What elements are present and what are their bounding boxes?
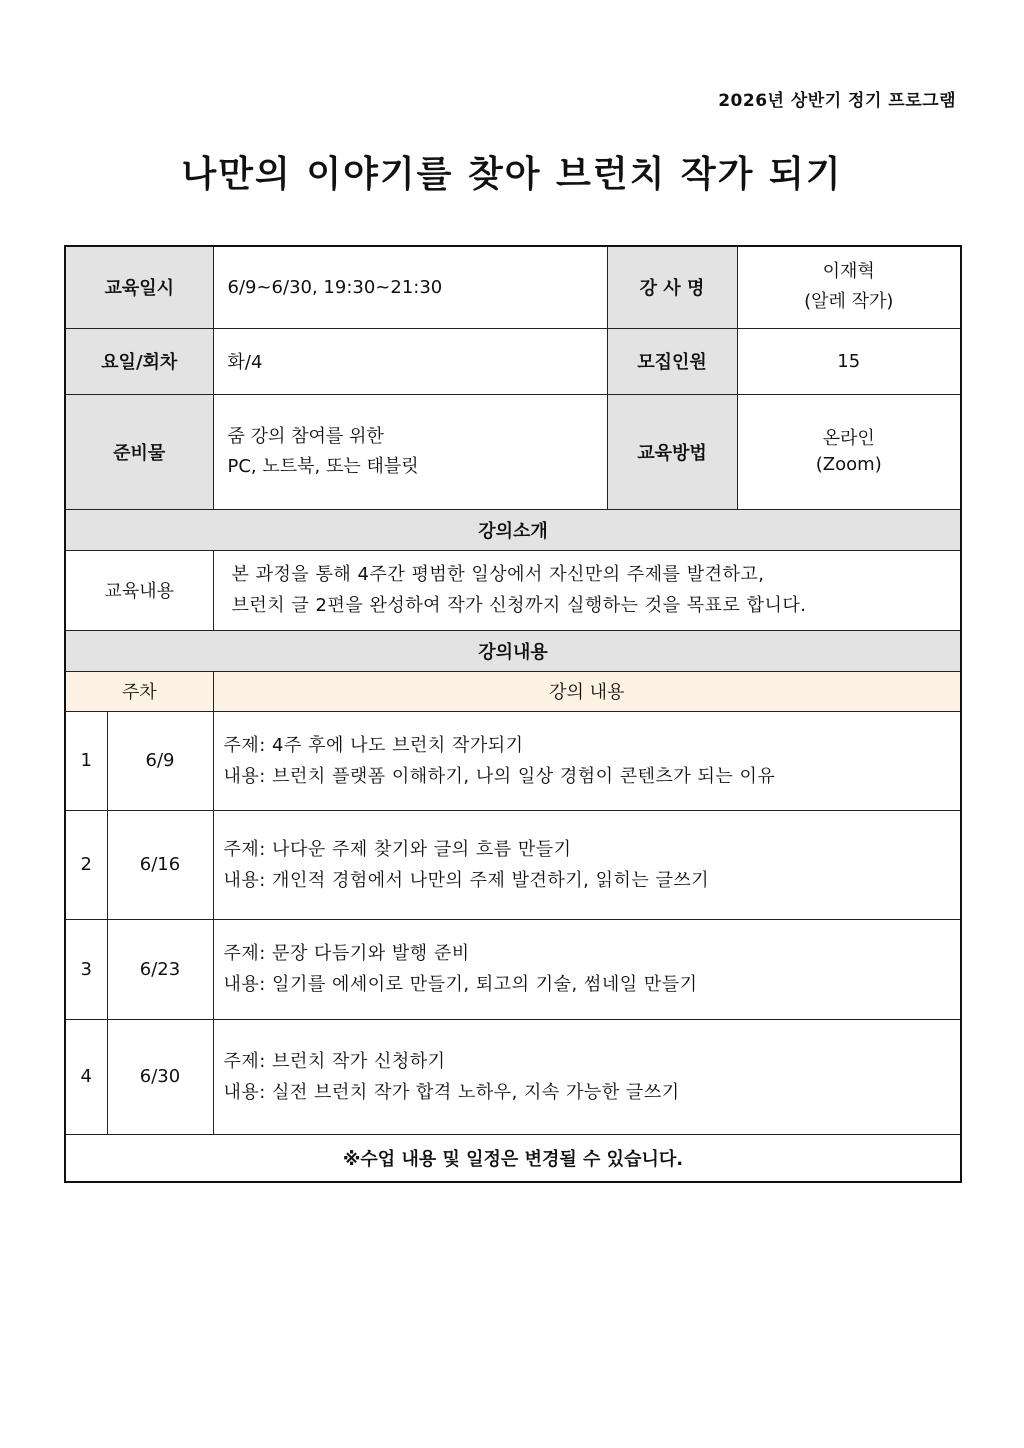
capacity-label: 모집인원 <box>607 328 737 394</box>
row-supplies <box>65 394 961 509</box>
lecture-topic: 주제: 문장 다듬기와 발행 준비 <box>223 943 470 964</box>
date-label: 교육일시 <box>65 246 213 328</box>
week-number: 3 <box>65 919 107 1019</box>
lecture-topic: 주제: 나다운 주제 찾기와 글의 흐름 만들기 <box>223 838 572 860</box>
program-info-table <box>64 245 962 1183</box>
schedule-notice: ※수업 내용 및 일정은 변경될 수 있습니다. <box>65 1134 961 1182</box>
week-date: 6/23 <box>107 919 213 1019</box>
notice-row <box>65 1134 961 1182</box>
date-value: 6/9~6/30, 19:30~21:30 <box>213 246 607 328</box>
intro-section-title: 강의소개 <box>65 509 961 550</box>
lecture-content <box>213 1019 961 1134</box>
intro-row <box>65 550 961 630</box>
lecture-section-row <box>65 630 961 671</box>
method-cell <box>737 394 961 509</box>
lecture-detail: 내용: 일기를 에세이로 만들기, 퇴고의 기술, 썸네일 만들기 <box>223 974 698 995</box>
program-label: 2026년 상반기 정기 프로그램 <box>718 91 956 111</box>
week-date: 6/9 <box>107 711 213 810</box>
instructor-label: 강 사 명 <box>607 246 737 328</box>
supplies-label: 준비물 <box>65 394 213 509</box>
capacity-value: 15 <box>737 328 961 394</box>
content-label: 교육내용 <box>65 550 213 630</box>
lecture-content <box>213 711 961 810</box>
supplies-cell <box>213 394 607 509</box>
supplies-line-1: 줌 강의 참여를 위한 <box>227 425 384 447</box>
table-row <box>65 810 961 919</box>
day-label: 요일/회차 <box>65 328 213 394</box>
instructor-role: (알레 작가) <box>804 291 894 313</box>
week-number: 1 <box>65 711 107 810</box>
table-row <box>65 711 961 810</box>
instructor-cell <box>737 246 961 328</box>
table-row <box>65 919 961 1019</box>
page-title: 나만의 이야기를 찾아 브런치 작가 되기 <box>181 154 843 195</box>
method-line-1: 온라인 <box>822 427 875 449</box>
lecture-detail: 내용: 실전 브런치 작가 합격 노하우, 지속 가능한 글쓰기 <box>223 1081 680 1103</box>
intro-line-1: 본 과정을 통해 4주간 평범한 일상에서 자신만의 주제를 발견하고, <box>231 564 765 585</box>
week-header: 주차 <box>65 671 213 711</box>
lecture-content <box>213 810 961 919</box>
row-schedule <box>65 246 961 328</box>
lecture-topic: 주제: 브런치 작가 신청하기 <box>223 1050 446 1072</box>
lecture-section-title: 강의내용 <box>65 630 961 671</box>
lecture-topic: 주제: 4주 후에 나도 브런치 작가되기 <box>223 734 524 756</box>
lecture-detail: 내용: 브런치 플랫폼 이해하기, 나의 일상 경험이 콘텐츠가 되는 이유 <box>223 765 776 787</box>
table-row <box>65 1019 961 1134</box>
lecture-content <box>213 919 961 1019</box>
intro-text <box>213 550 961 630</box>
method-label: 교육방법 <box>607 394 737 509</box>
lecture-detail: 내용: 개인적 경험에서 나만의 주제 발견하기, 읽히는 글쓰기 <box>223 869 710 891</box>
week-date: 6/30 <box>107 1019 213 1134</box>
week-number: 2 <box>65 810 107 919</box>
week-date: 6/16 <box>107 810 213 919</box>
day-value: 화/4 <box>213 328 607 394</box>
lecture-header-row <box>65 671 961 711</box>
intro-section-row <box>65 509 961 550</box>
method-line-2: (Zoom) <box>815 453 882 475</box>
intro-line-2: 브런치 글 2편을 완성하여 작가 신청까지 실행하는 것을 목표로 합니다. <box>231 595 807 616</box>
content-header: 강의 내용 <box>213 671 961 711</box>
week-number: 4 <box>65 1019 107 1134</box>
row-day <box>65 328 961 394</box>
instructor-name: 이재혁 <box>822 261 875 283</box>
supplies-line-2: PC, 노트북, 또는 태블릿 <box>227 455 419 477</box>
